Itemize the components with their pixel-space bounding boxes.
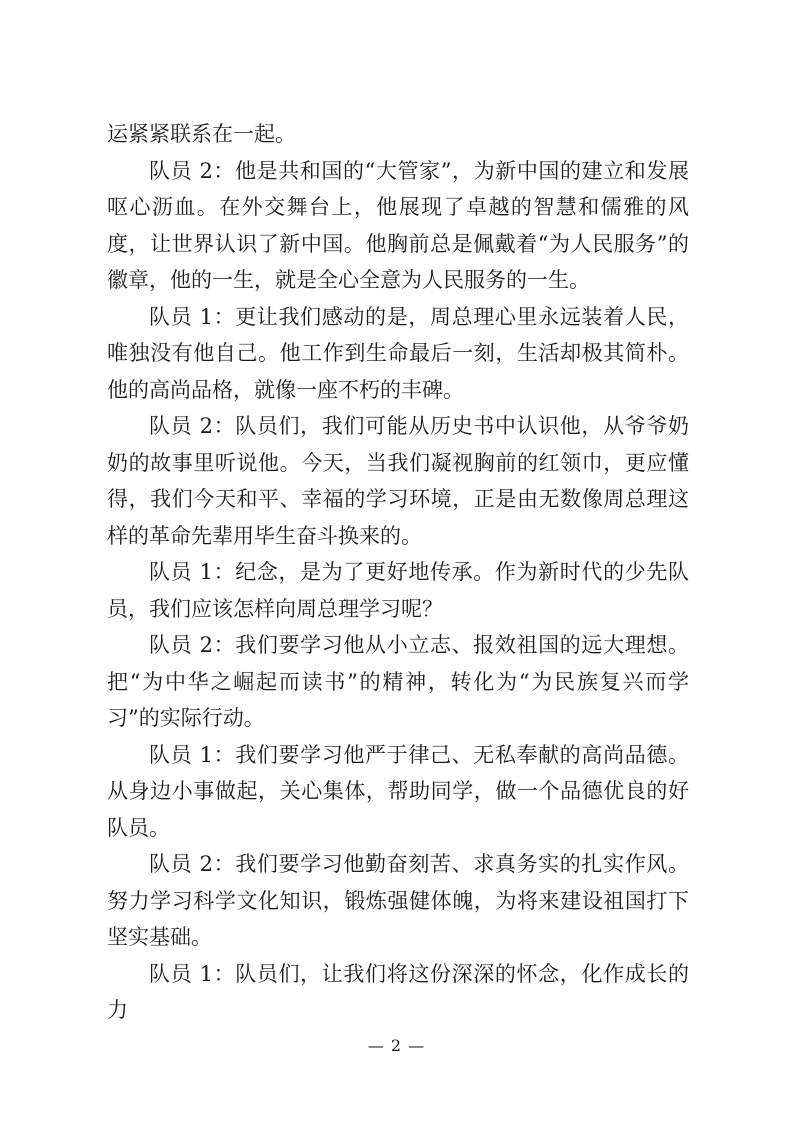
paragraph-member2-premier: 队员 2：他是共和国的“大管家”，为新中国的建立和发展呕心沥血。在外交舞台上，他展现了卓越的智慧和儒雅的风度，让世界认识了新中国。他胸前总是佩戴着“为人民服务”的徽章，他的一生，就是全心全意为人民服务的一生。 — [107, 158, 689, 292]
paragraph-member1-virtue: 队员 1：我们要学习他严于律己、无私奉献的高尚品德。从身边小事做起，关心集体，帮助同学，做一个品德优良的好队员。 — [107, 742, 689, 840]
paragraph-member2-ideal: 队员 2：我们要学习他从小立志、报效祖国的远大理想。把“为中华之崛起而读书”的精神，转化为“为民族复兴而学习”的实际行动。 — [107, 633, 689, 730]
paragraph-member2-history: 队员 2：队员们，我们可能从历史书中认识他，从爷爷奶奶的故事里听说他。今天，当我们凝视胸前的红领巾，更应懂得，我们今天和平、幸福的学习环境，正是由无数像周总理这样的革命先辈用毕生奋斗换来的。 — [107, 414, 689, 548]
paragraph-continuation: 运紧紧联系在一起。 — [107, 122, 296, 146]
paragraph-member1-question: 队员 1：纪念，是为了更好地传承。作为新时代的少先队员，我们应该怎样向周总理学习呢？ — [107, 560, 689, 621]
paragraph-member1-closing: 队员 1：队员们，让我们将这份深深的怀念，化作成长的力 — [107, 961, 689, 1022]
body-text — [107, 116, 689, 1029]
paragraph-member1-character: 队员 1：更让我们感动的是，周总理心里永远装着人民，唯独没有他自己。他工作到生命最后一刻，生活却极其简朴。他的高尚品格，就像一座不朽的丰碑。 — [107, 304, 689, 402]
page-number: — 2 — — [367, 1036, 426, 1055]
paragraph-member2-diligence: 队员 2：我们要学习他勤奋刻苦、求真务实的扎实作风。努力学习科学文化知识，锻炼强健体魄，为将来建设祖国打下坚实基础。 — [107, 852, 689, 949]
